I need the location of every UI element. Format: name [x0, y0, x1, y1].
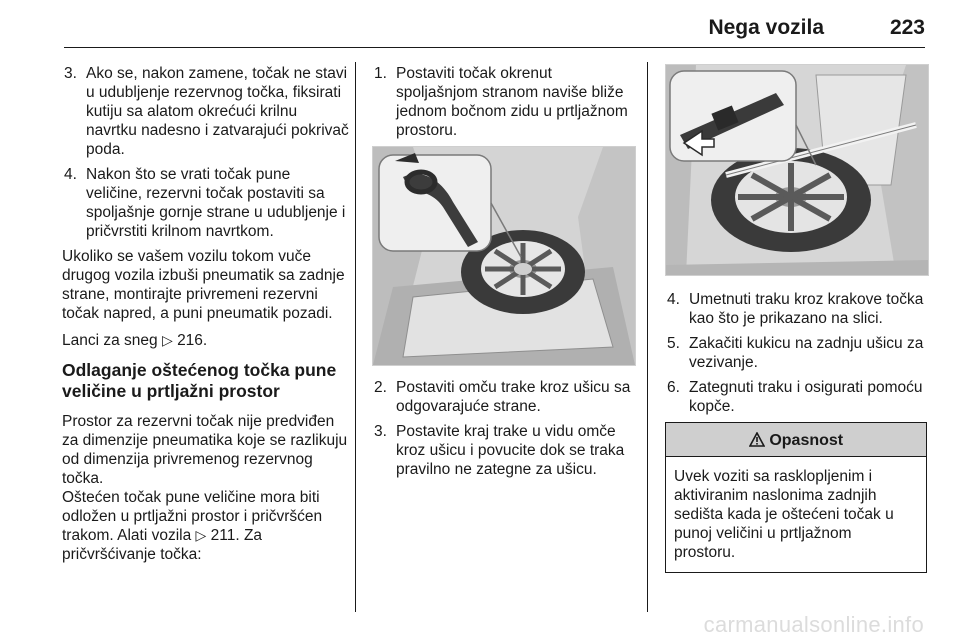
page-reference-link[interactable]: 211. Za pričvršćivanje točka: [62, 527, 263, 563]
column-left [62, 64, 350, 572]
paragraph: Prostor za rezervni točak nije predviđen za dimenzije pneumatika koje se razlikuju od dimenzija privremenog rezervnog točka. [62, 413, 348, 487]
step-number: 4. [64, 166, 77, 183]
steps-list [372, 378, 634, 479]
step-number: 5. [667, 335, 680, 352]
header-rule [64, 47, 925, 48]
step-item [665, 334, 927, 372]
step-text: Postaviti omču trake kroz ušicu sa odgovarajuće strane. [396, 379, 631, 415]
warning-header [666, 423, 926, 457]
paragraph: Ukoliko se vašem vozilu tokom vuče drugog vozila izbuši pneumatik sa zadnje strane, montirajte privremeni rezervni točak napred, a puni pneumatik pozadi. [62, 248, 345, 322]
page-number: 223 [889, 16, 925, 39]
step-text: Umetnuti traku kroz krakove točka kao što je prikazano na slici. [689, 291, 924, 327]
step-item [372, 422, 634, 479]
step-item [372, 64, 634, 140]
paragraph-chains: Lanci za sneg ▷ 216. [62, 332, 208, 349]
footer-watermark: carmanualsonline.info [703, 612, 924, 637]
step-text: Ako se, nakon zamene, točak ne stavi u udubljenje rezervnog točka, fiksirati kutiju sa alatom okrećući krilnu navrtku nadesno i zatvarajući pokrivač poda. [86, 65, 349, 158]
trunk-wheel-illustration [372, 146, 636, 366]
step-number: 2. [374, 379, 387, 396]
section-heading: Odlaganje oštećenog točka pune veličine u prtljažni prostor [62, 360, 337, 401]
paragraph: Oštećen točak pune veličine mora biti odložen u prtljažni prostor i pričvršćen trakom. Alati vozila ▷ 211. Za pričvršćivanje točka: [62, 489, 323, 563]
step-number: 3. [374, 423, 387, 440]
step-item [665, 290, 927, 328]
warning-triangle-icon [749, 432, 765, 447]
column-divider [355, 62, 356, 612]
step-text: Postavite kraj trake u vidu omče kroz ušicu i povucite dok se traka pravilno ne zategne za ušicu. [396, 423, 625, 478]
warning-title: Opasnost [769, 432, 844, 449]
warning-box [665, 422, 927, 573]
steps-list [62, 64, 350, 241]
reference-arrow-icon: ▷ [195, 527, 207, 543]
step-text: Zategnuti traku i osigurati pomoću kopče. [689, 379, 923, 415]
step-number: 4. [667, 291, 680, 308]
step-item [665, 378, 927, 416]
page-title: Nega vozila [708, 16, 824, 39]
step-text: Nakon što se vrati točak pune veličine, rezervni točak postaviti sa spoljašnje gornje strane u udubljenje i pričvrstiti krilnom navrtkom. [86, 166, 346, 240]
reference-arrow-icon: ▷ [161, 332, 173, 348]
step-item [62, 165, 350, 241]
steps-list [372, 64, 634, 140]
column-right [665, 64, 927, 573]
step-item [372, 378, 634, 416]
step-text: Zakačiti kukicu na zadnju ušicu za vezivanje. [689, 335, 924, 371]
step-number: 6. [667, 379, 680, 396]
step-item [62, 64, 350, 159]
strap-through-wheel-illustration [665, 64, 929, 276]
step-number: 1. [374, 65, 387, 82]
warning-body: Uvek voziti sa rasklopljenim i aktiviranim naslonima zadnjih sedišta kada je oštećeni točak u punoj veličini u prtljažnom prostoru. [674, 468, 894, 561]
page-reference-link[interactable]: 216. [177, 332, 208, 349]
column-middle [372, 64, 634, 485]
step-number: 3. [64, 65, 77, 82]
steps-list [665, 290, 927, 416]
step-text: Postaviti točak okrenut spoljašnjom stranom naviše bliže jednom bočnom zidu u prtljažnom prostoru. [396, 65, 628, 139]
column-divider [647, 62, 648, 612]
